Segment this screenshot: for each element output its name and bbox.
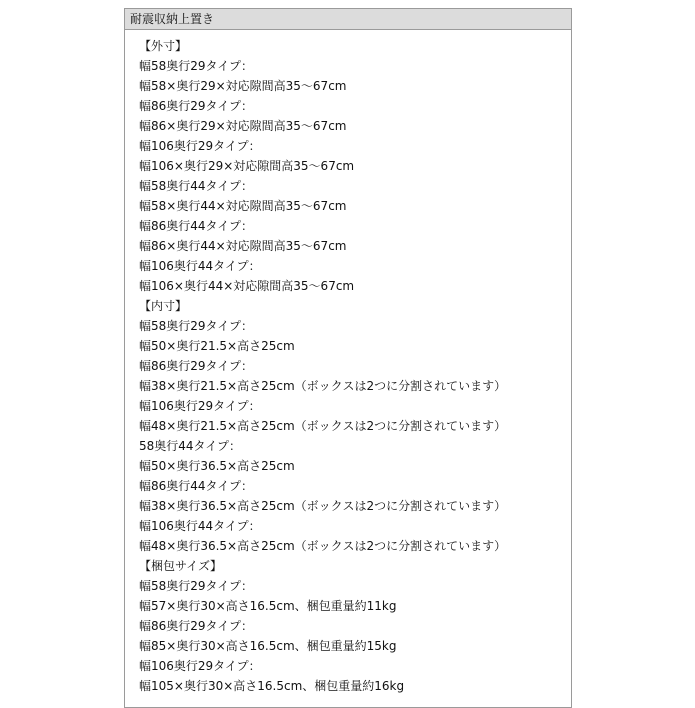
spec-line: 幅48×奥行36.5×高さ25cm（ボックスは2つに分割されています） xyxy=(139,539,507,553)
spec-panel xyxy=(124,8,572,708)
panel-title: 耐震収納上置き xyxy=(125,9,571,30)
spec-line: 幅58奥行44タイプ： xyxy=(139,179,253,193)
spec-line: 幅85×奥行30×高さ16.5cm、梱包重量約15kg xyxy=(139,639,397,653)
spec-line: 幅106奥行44タイプ： xyxy=(139,259,261,273)
spec-line: 幅86奥行29タイプ： xyxy=(139,99,253,113)
spec-line: 幅86奥行44タイプ： xyxy=(139,479,253,493)
spec-line: 幅106奥行29タイプ： xyxy=(139,659,261,673)
spec-line: 幅58×奥行44×対応隙間高35～67cm xyxy=(139,199,347,213)
spec-line: 幅86奥行29タイプ： xyxy=(139,619,253,633)
spec-line: 幅57×奥行30×高さ16.5cm、梱包重量約11kg xyxy=(139,599,397,613)
spec-line: 幅38×奥行36.5×高さ25cm（ボックスは2つに分割されています） xyxy=(139,499,507,513)
spec-line: 幅105×奥行30×高さ16.5cm、梱包重量約16kg xyxy=(139,679,405,693)
spec-line: 幅58×奥行29×対応隙間高35～67cm xyxy=(139,79,347,93)
spec-line: 幅106奥行44タイプ： xyxy=(139,519,261,533)
spec-line: 幅106奥行29タイプ： xyxy=(139,139,261,153)
spec-list xyxy=(139,36,506,696)
spec-line: 幅48×奥行21.5×高さ25cm（ボックスは2つに分割されています） xyxy=(139,419,507,433)
spec-line: 幅86×奥行29×対応隙間高35～67cm xyxy=(139,119,347,133)
spec-line: 【梱包サイズ】 xyxy=(139,559,223,573)
spec-line: 幅50×奥行21.5×高さ25cm xyxy=(139,339,295,353)
spec-line: 幅86×奥行44×対応隙間高35～67cm xyxy=(139,239,347,253)
spec-line: 幅58奥行29タイプ： xyxy=(139,59,253,73)
spec-line: 幅38×奥行21.5×高さ25cm（ボックスは2つに分割されています） xyxy=(139,379,507,393)
spec-line: 幅50×奥行36.5×高さ25cm xyxy=(139,459,295,473)
spec-line: 幅58奥行29タイプ： xyxy=(139,319,253,333)
spec-line: 幅58奥行29タイプ： xyxy=(139,579,253,593)
spec-line: 【内寸】 xyxy=(139,299,188,313)
spec-line: 58奥行44タイプ： xyxy=(139,439,241,453)
spec-line: 幅106奥行29タイプ： xyxy=(139,399,261,413)
spec-line: 【外寸】 xyxy=(139,39,188,53)
spec-line: 幅106×奥行29×対応隙間高35～67cm xyxy=(139,159,355,173)
spec-line: 幅86奥行44タイプ： xyxy=(139,219,253,233)
spec-line: 幅86奥行29タイプ： xyxy=(139,359,253,373)
spec-line: 幅106×奥行44×対応隙間高35～67cm xyxy=(139,279,355,293)
